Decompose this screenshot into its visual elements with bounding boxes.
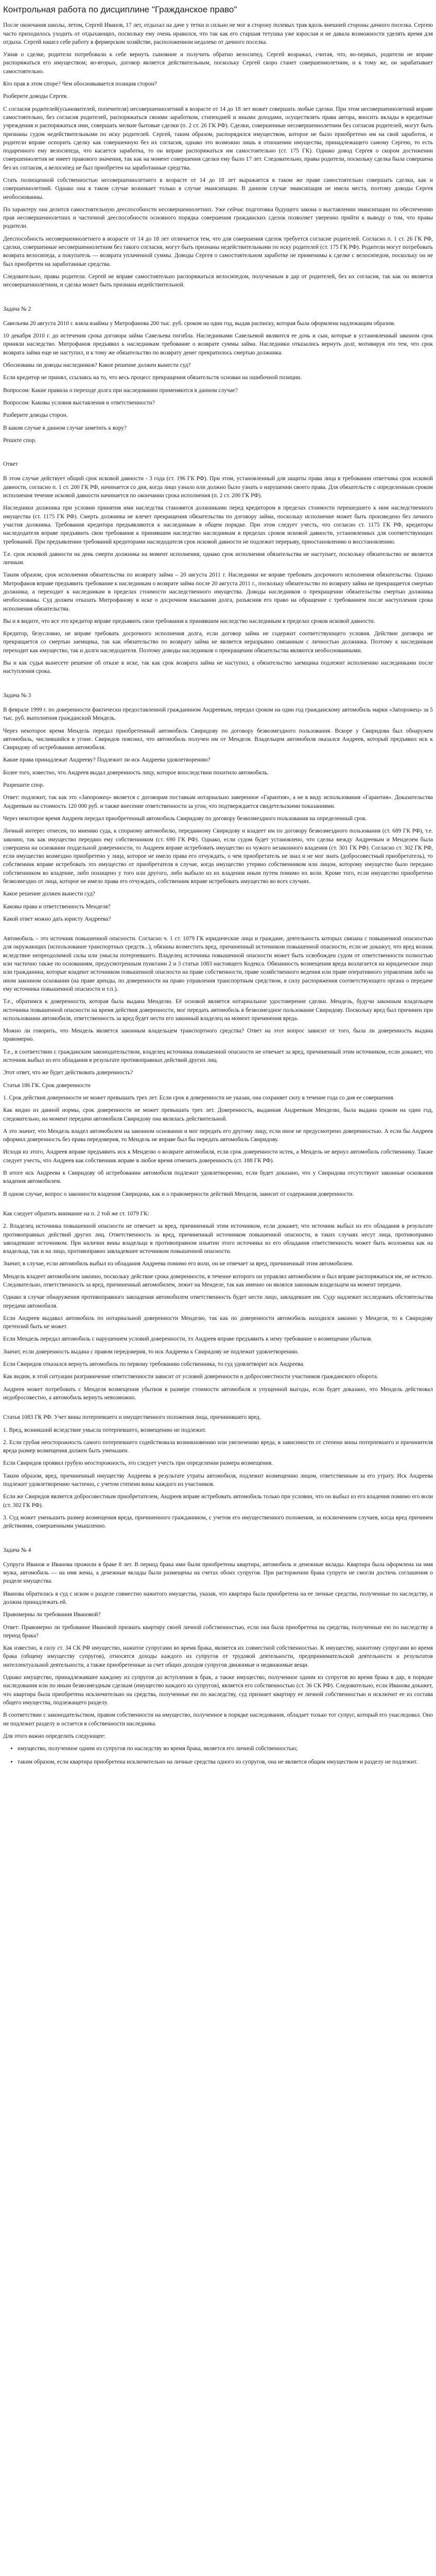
paragraph: Т.е. срок исковой давности на день смерти должника на момент исполнения, однако срок исполнения обязательства не наступает, поскольку обязательство не является личным. (3, 551, 433, 566)
paragraph: Если кредитор не принял, ссылаясь на то, что весь процесс прекращения обязательств основан на ошибочной позиции. (3, 375, 302, 381)
paragraph: В этом случае действует общий срок исковой давности - 3 года (ст. 196 ГК РФ). При этом, установленный для защиты права лица в требовании ответчика срок исковой давности, согласно п. 1 ст. 200 ГК РФ, начинается со дня, когда лицо узнало или должно было узнать о нарушении своего права. Для обязательств с определенным сроком исполнения течение исковой давности начинается по окончании срока исполнения (п. 2 ст. 200 ГК РФ). (3, 476, 433, 499)
paragraph: Таким образом, срок исполнения обязательства по возврату займа – 20 августа 2011 г. Наследники не вправе требовать досрочного исполнения обязательства. Однако Митрофанов вправе предъявить требование к наследникам о возврате займа после 20 августа 2011 г., поскольку обязательство по возврату займа не прекращается смертью должника, а переходит к наследникам в пределах стоимости наследственного имущества. Доводы наследников о прекращении обязательства смертью должника необоснованы. Суд должен отказать Митрофанову в иске о досрочном взыскании долга, разъяснив его право на обращение с требованием после наступления срока исполнения обязательства. (3, 572, 433, 612)
paragraph: 10 декабря 2010 г. до истечения срока договора займа Савельева погибла. Наследниками Савельевой являются ее дочь и сын, которые в установленный законом срок приняли наследство. Митрофанов предъявил к наследникам требование о возврате суммы займа. Наследники отказались вернуть долг, мотивируя это тем, что срок возврата займа еще не наступил, и к тому же обязательство по возврату денег прекратилось смертью должника. (3, 333, 433, 356)
paragraph: 1. Срок действия доверенности не может превышать трех лет. Если срок в доверенности не указан, она сохраняет силу в течение года со дня ее совершения. (3, 1094, 395, 1101)
paragraph: Как следует обратить внимание на п. 2 той же ст. 1079 ГК: (3, 1210, 149, 1217)
paragraph: Каковы права и ответственность Менделя? (3, 903, 111, 910)
paragraph: Наследники должника при условии принятия ими наследства становятся должниками перед кредитором в пределах стоимости перешедшего к ним наследственного имущества (ст. 1175 ГК РФ). Смерть должника не влечет прекращения обязательства по договору займа, поскольку исполнение может быть произведено без личного участия должника. Требования кредитора предъявляются к наследникам в общем порядке. При этом следует учесть, что согласно ст. 1175 ГК РФ, кредиторы наследодателя вправе предъявить свои требования к принявшим наследство наследникам в пределах сроков исковой давности, установленных для соответствующих требований. При предъявлении требований кредиторами наследодателя срок исковой давности не подлежит перерыву, приостановлению и восстановлению. (3, 505, 433, 545)
bullet-list (3, 1744, 433, 1767)
paragraph: В каком случае в данном случае заметить к вору? (3, 425, 127, 431)
paragraph: Как известно, в силу ст. 34 СК РФ имущество, нажитое супругами во время брака, является их совместной собственностью. К имуществу, нажитому супругами во время брака (общему имуществу супругов), относятся доходы каждого из супругов от трудовой деятельности, предпринимательской деятельности и результатов интеллектуальной деятельности, а также приобретенные за счет общих доходов супругов движимые и недвижимые вещи. (3, 1645, 433, 1668)
task-section (3, 1202, 433, 1402)
paragraph: Вопросом: Какие правила о переходе долга при наследовании применяются в данном случае? (3, 387, 238, 394)
paragraph: Разберите доводы Сергея. (3, 93, 68, 100)
paragraph: После окончания школы, летом, Сергей Иванов, 17 лет, отдыхал на даче у тетки и сильно не мог в сторону полевых трав вдоль внешней стороны дачного поселка. Сергею часто приходилось уходить от отдыхающих, поскольку ему очень нравился, что так как его старшая тетушка уже взрослая и не давала возможности уделять время для отдыха. Сергей нашел себе работу в фермерском хозяйстве, расположенном недалеко от дачного поселка. (3, 22, 433, 45)
paragraph: Значит, в случае, если автомобиль выбыл из обладания Андреева помимо его воли, он не отвечает за вред, причиненный этим автомобилем. (3, 1261, 354, 1267)
list-item: • таким образом, если квартира приобретена исключительно на личные средства одного из супругов, она не является общим имуществом и разделу не подлежит. (18, 1758, 433, 1766)
task-heading: Задача № 3 (3, 692, 31, 699)
task-section (3, 305, 433, 445)
paragraph: Мендель владеет автомобилем законно, поскольку действие срока доверенности, в течение которого он управлял автомобилем и был вправе распоряжаться им, не истекло. Следовательно, ответственность за вред, причиненный автомобилем, лежит на Менделе, так как именно он являлся законным владельцем на момент передачи. (3, 1273, 433, 1288)
paragraph: Иванова обратилась в суд с иском о разделе совместно нажитого имущества, указав, что квартира была приобретена на ее личные средства, полученные по наследству, и должна принадлежать ей. (3, 1590, 433, 1605)
paragraph: Т.е., в соответствии с гражданским законодательством, владелец источника повышенной опасности не отвечает за вред, причиненный этим источником, если докажет, что источник выбыл из его обладания в результате противоправных действий других лиц. (3, 1048, 433, 1064)
paragraph: Кто прав в этом споре? Чем обосновывается позиция сторон? (3, 81, 157, 88)
paragraph: Если Свиридов проявил грубую неосторожность, это следует учесть при определении размера возмещения. (3, 1460, 273, 1467)
paragraph: Следовательно, правы родители. Сергей не вправе самостоятельно распоряжаться велосипедом, полученным в дар от родителей, без их согласия, так как он является несовершеннолетним, и сделка может быть признана недействительной. (3, 273, 433, 289)
paragraph: Обоснованы ли доводы наследников? Какое решение должен вынести суд? (3, 362, 191, 369)
document-page (3, 0, 433, 1813)
paragraph: Через некоторое время Мендель передал приобретенный автомобиль Свиридову по договору безвозмездного пользования. Вскоре у Свиридова был обнаружен автомобиль, числившийся в угоне. Свиридов пояснил, что автомобиль получен им от Менделя. Владельцем автомобиля оказался Андреев, который предъявил иск к Свиридову об истребовании автомобиля. (3, 727, 433, 751)
paragraph: 1. Вред, возникший вследствие умысла потерпевшего, возмещению не подлежит. (3, 1427, 206, 1433)
paragraph: Однако в случае обнаружения противоправного завладения автомобилем ответственность будет нести лицо, завладевшее им. Суду надлежит исследовать обстоятельства передачи автомобиля. (3, 1294, 433, 1309)
paragraph: Кредитор, безусловно, не вправе требовать досрочного исполнения долга, если договор займа не содержит соответствующего условия. Действие договора не прекращается со смертью заемщика, так как обязательство по возврату займа не является неразрывно связанным с личностью должника. Поэтому к наследникам переходит как имущество, так и долги наследодателя. Поэтому доводы наследников о прекращении обязательства являются необоснованными. (3, 631, 433, 654)
paragraph: Если Мендель передал автомобиль с нарушением условий доверенности, то Андреев вправе предъявить к нему требование о возмещении убытков. (3, 1336, 373, 1343)
paragraph: Для этого важно определить следующее: (3, 1733, 106, 1739)
task-heading: Задача № 4 (3, 1547, 31, 1553)
paragraph: Как видим, в этой ситуации разграничение ответственности зависит от условий доверенности и добросовестности участников гражданского оборота. (3, 1374, 378, 1380)
paragraph: Если же Свиридов является добросовестным приобретателем, Андреев вправе истребовать автомобиль только при условии, что он выбыл из его владения помимо его воли (ст. 302 ГК РФ). (3, 1494, 433, 1509)
paragraph: Статья 1083 ГК РФ. Учет вины потерпевшего и имущественного положения лица, причинившего вред. (3, 1414, 261, 1421)
paragraph: 2. Если грубая неосторожность самого потерпевшего содействовала возникновению или увеличению вреда, в зависимости от степени вины потерпевшего и причинителя вреда размер возмещения должен быть уменьшен. (3, 1439, 433, 1454)
paragraph: Как видно из данной нормы, срок доверенности не может превышать трех лет. Доверенность, выданная Андреевым Менделю, была выдана сроком на один год, следовательно, на момент передачи автомобиля Свиридову она являлась действительной. (3, 1107, 433, 1122)
list-item: • имущество, полученное одним из супругов по наследству во время брака, является его личной собственностью; (18, 1744, 433, 1753)
paragraph: Если Свиридов отказался вернуть автомобиль по первому требованию собственника, то суд удовлетворит иск Андреева. (3, 1361, 305, 1368)
section-spacer (3, 1406, 433, 1413)
tasks-container (3, 21, 433, 1767)
paragraph: Ответ: подлежит, так как это «Запорожец» является с договорам поставкам нотариально заверенное «Гарантия», а не в виду использования «Гарантия». Доказательства Андреевым на стоимость 120 000 руб. и также внесение ответственности за угон, что подтверждается свидетельскими показаниями. (3, 794, 433, 809)
paragraph: Дееспособность несовершеннолетнего в возрасте от 14 до 18 лет отличается тем, что для совершения сделок требуется согласие родителей. Согласно п. 1 ст. 26 ГК РФ, сделки, совершенные несовершеннолетним без такого согласия, могут быть признаны недействительными по иску родителей (ст. 175 ГК РФ). Родители могут потребовать возврата велосипеда, а покупатель — возврата уплаченной суммы. Доводы Сергея о самостоятельном заработке не применимы к сделке с велосипедом, поскольку он не был приобретен на заработанные средства. (3, 235, 433, 267)
paragraph: Ответ: Правомерно ли требование Ивановой признать квартиру своей личной собственностью, если она была приобретена на средства, полученные ею по наследству в период брака? (3, 1624, 433, 1639)
paragraph: Савельева 20 августа 2010 г. взяла взаймы у Митрофанова 200 тыс. руб. сроком на один год, выдав расписку, которая была оформлена надлежащим образом. (3, 320, 395, 327)
task-section (3, 1406, 433, 1530)
paragraph: Однако имущество, принадлежавшее каждому из супругов до вступления в брак, а также имущество, полученное одним из супругов во время брака в дар, в порядке наследования или по иным безвозмездным сделкам (имущество каждого из супругов), является его собственностью (ст. 36 СК РФ). Следовательно, если Иванова докажет, что квартира была приобретена исключительно на средства, полученные ею по наследству, суд признает квартиру ее личной собственностью и исключит ее из состава общего имущества, подлежащего разделу. (3, 1674, 433, 1706)
paragraph: В итоге иск Андреева к Свиридову об истребовании автомобиля подлежит удовлетворению, если будет доказано, что у Свиридова отсутствуют законные основания владения автомобилем. (3, 1170, 433, 1185)
paragraph: В соответствии с законодательством, правом собственности на имущество, полученное в порядке наследования, обладает только тот супруг, который его унаследовал. Оно не подлежит разделу и остается в собственности наследника. (3, 1712, 433, 1727)
paragraph: Вы и я видите, что все это кредитор вправе предъявить свои требования к принявшим наследство наследникам в пределах сроков исковой давности. (3, 618, 375, 624)
task-section (3, 1546, 433, 1767)
paragraph: Супруги Иванов и Ивановa прожили в браке 8 лет. В период брака ими были приобретены квартира, автомобиль и денежные вклады. Квартира была оформлена на имя мужа, автомобиль — на имя жены, а денежные вклады были размещены на счетах обоих супругов. При расторжении брака супруги не смогли достичь соглашения о разделе имущества. (3, 1561, 433, 1585)
task-heading: Задача № 2 (3, 306, 31, 312)
section-spacer (3, 927, 433, 935)
paragraph: Вопросом: Каковы условия выставления и ответственности? (3, 399, 155, 406)
paragraph: Какое решение должен вынести суд? (3, 891, 95, 897)
paragraph: Более того, известно, что Андреев выдал доверенность лицу, которое впоследствии похитило автомобиль. (3, 769, 269, 776)
paragraph: Статья 186 ГК. Срок доверенности (3, 1082, 91, 1089)
paragraph: Таким образом, вред, причиненный имуществу Андреева в результате утраты автомобиля, подлежит возмещению лицом, ответственным за его утрату. Иск Андреева подлежит удовлетворению частично, с учетом степени вины каждого из участников. (3, 1472, 433, 1488)
paragraph: Т.е., обратимся к доверенности, которая была выдана Менделю. Её основой является нотариальное удостоверение сделки. Мендель, будучи законным владельцем источника повышенной опасности на время действия доверенности, мог передать автомобиль в безвозмездное пользование Свиридову. Поскольку вред был причинен при использовании автомобиля, ответственность за вред будет нести его законный владелец на момент причинения вреда. (3, 998, 433, 1022)
paragraph: 2. Владелец источника повышенной опасности не отвечает за вред, причиненный этим источником, если докажет, что источник выбыл из его обладания в результате противоправных действий других лиц. Ответственность за вред, причиненный источником повышенной опасности, в таких случаях несут лица, противоправно завладевшие источником. При наличии вины владельца в противоправном изъятии этого источника из его обладания ответственность может быть возложена как на владельца, так и на лицо, противоправно завладевшее источником повышенной опасности. (3, 1223, 433, 1255)
paragraph: Этот ответ, что же будет действовать доверенность? (3, 1070, 133, 1076)
paragraph: С согласия родителей(усыновителей, попечителя) несовершеннолетний в возрасте от 14 до 18 лет может совершать любые сделки. При этом несовершеннолетний вправе самостоятельно, без согласия родителей, распоряжаться своими заработком, стипендией и иными доходами, осуществлять права автора, вносить вклады в кредитные учреждения и распоряжаться ими, совершать мелкие бытовые сделки (п. 2 ст. 26 ГК РФ). Сделки, совершенные несовершеннолетним без согласия родителей, могут быть признаны судом недействительными по иску родителей. Сергей, таким образом, распорядился имуществом, которое не было приобретено им на свой заработок, и родители вправе оспорить сделку как совершенную без их согласия, однако это возможно лишь в отношении имущества, принадлежащего самому Сергею, то есть подаренного ему велосипеда, что касается заработка, то он вправе распоряжаться им самостоятельно (ст. 175 ГК). Однако довод Сергея о скором достижении совершеннолетия не имеет правового значения, так как на момент совершения сделки ему было 17 лет. Следовательно, правы родители, поскольку сделка была совершена без их согласия, а велосипед не был приобретен на заработанные средства. (3, 106, 433, 171)
paragraph: Если Андреев выдавал автомобиль по нотариальной доверенности Менделю, так как по доверенности автомобиль находился законно у Менделя, то к Свиридову претензий быть не может. (3, 1315, 433, 1330)
paragraph: Стать полноценной собственностью несовершеннолетнего в возрасте от 14 до 18 лет выражается в таком же праве самостоятельно совершать сделки, как и совершеннолетний. Однако она в таком случае возникает только в случае эмансипации. В данном случае эмансипация не имела места, поэтому доводы Сергея необоснованны. (3, 177, 433, 200)
paragraph: Правомерны ли требования Ивановой? (3, 1612, 101, 1618)
paragraph: В феврале 1999 г. по доверенности фактически предоставленной гражданином Андреевым, передал сроком на один год гражданскому автомобиль марки «Запорожец» за 5 тыс. руб. выполнения гражданский Мендель. (3, 706, 433, 722)
task-section (3, 21, 433, 289)
paragraph: Значит, если доверенность выдана с правом передоверия, то иск Андреева к Свиридову не подлежит удовлетворению. (3, 1348, 299, 1355)
page-title: Контрольная работа по дисциплине "Гражданское право" (3, 5, 237, 14)
paragraph: Можно ли говорить, что Мендель является законным владельцем транспортного средства? Ответ на этот вопрос зависит от того, была ли доверенность выдана правомерно. (3, 1028, 433, 1043)
task-section (3, 927, 433, 1198)
paragraph: Через некоторое время Андреев передал приобретенный автомобиль Свиридову по договору безвозмездного пользования на определенный срок. (3, 815, 367, 822)
paragraph: 3. Суд может уменьшить размер возмещения вреда, причиненного гражданином, с учетом его имущественного положения, за исключением случаев, когда вред причинен действиями, совершенными умышленно. (3, 1514, 433, 1530)
paragraph: Андреев может потребовать с Менделя возмещения убытков в размере стоимости автомобиля и упущенной выгоды, если будет доказано, что Мендель действовал недобросовестно, а автомобиль вернуть невозможно. (3, 1386, 433, 1401)
paragraph: Автомобиль – это источник повышенной опасности. Согласно ч. 1 ст. 1079 ГК юридические лица и граждане, деятельность которых связана с повышенной опасностью для окружающих (использование транспортных средств...), обязаны возместить вред, причиненный источником повышенной опасности, если не докажут, что вред возник вследствие непреодолимой силы или умысла потерпевшего. Владелец источника повышенной опасности может быть освобожден судом от ответственности полностью или частично также по основаниям, предусмотренным пунктами 2 и 3 статьи 1083 настоящего Кодекса. Обязанность возмещения вреда возлагается на юридическое лицо или гражданина, которые владеют источником повышенной опасности на праве собственности, праве хозяйственного ведения или праве оперативного управления либо на ином законном основании (на праве аренды, по доверенности на право управления транспортным средством, в силу распоряжения соответствующего органа о передаче ему источника повышенной опасности и т.п.). (3, 936, 433, 992)
paragraph: Решите спор. (3, 437, 37, 444)
task-section (3, 691, 433, 924)
paragraph: Вы и как судья вынесете решение об отказе в иске, так как срок возврата займа не наступил, а обязательство заемщика подлежит исполнению наследниками после наступления срока. (3, 660, 433, 675)
paragraph: Исходя из этого, Андреев вправе предъявить иск к Менделю о возврате автомобиля, если срок доверенности истек, а Мендель не вернул автомобиль собственнику. Также следует учесть, что Андреев как собственник вправе в любое время отменить доверенность (ст. 188 ГК РФ). (3, 1149, 433, 1164)
paragraph: Разберите доводы сторон. (3, 412, 68, 419)
paragraph: А это значит, что Мендель владел автомобилем на законном основании и мог передать его другому лицу, если иное не предусмотрено доверенностью. А если бы Андреев оформил доверенность без права передоверия, то Мендель не вправе был бы передать автомобиль Свиридову. (3, 1128, 433, 1143)
paragraph: Личный интерес отнесен, по мнению суда, к спорному автомобилю, переданному Свиридову и владеет им по договору безвозмездного пользования (ст. 689 ГК РФ), т.е. законно, так как имущество передано ему собственником (ст. 690 ГК РФ). Однако, если судом будет установлено, что сделка между Андреевым и Менделем была совершена на основании поддельной доверенности, то Андреев вправе истребовать имущество из чужого незаконного владения (ст. 301 ГК РФ). Согласно ст. 302 ГК РФ, если имущество возмездно приобретено у лица, которое не имело права его отчуждать, о чем приобретатель не знал и не мог знать (добросовестный приобретатель), то собственник вправе истребовать это имущество от приобретателя в случае, когда имущество утеряно собственником или лицом, которому имущество было передано собственником во владение, либо похищено у того или другого, либо выбыло из их владения иным путем помимо их воли. Кроме того, если имущество приобретено безвозмездно от лица, которое не имело права его отчуждать, собственник вправе истребовать имущество во всех случаях. (3, 828, 433, 885)
task-section (3, 460, 433, 676)
paragraph: Какой ответ можно дать юристу Андреева? (3, 916, 111, 922)
paragraph: Какие права принадлежат Андрееву? Подлежит ли иск Андреева удовлетворению? (3, 757, 211, 764)
task-heading: Ответ (3, 461, 18, 468)
paragraph: Узнав о сделке, родители потребовали к себе вернуть сыновние и получить обратно велосипед. Сергей возражал, считая, что, во-первых, родители не вправе распоряжаться его имуществом; во-вторых, договор является действительным, поскольку Сергей скоро станет совершеннолетним, и к тому же, он зарабатывает самостоятельно. (3, 52, 433, 75)
section-spacer (3, 1202, 433, 1210)
paragraph: Разрешите спор. (3, 782, 44, 789)
paragraph: По характеру она делится самостоятельную дееспособности несовершеннолетних. Уже сейчас подготовка будущего закона о выставлении эмансипации по обеспечению прав несовершеннолетних и частичной дееспособности основного порядка совершения гражданских сделок позволяет уверенно прийти к выводу о том, что правы родители. (3, 206, 433, 230)
paragraph: В одном случае, вопрос о законности владения Свиридова, как и о правомерности действий Менделя, зависит от содержания доверенности. (3, 1191, 354, 1197)
